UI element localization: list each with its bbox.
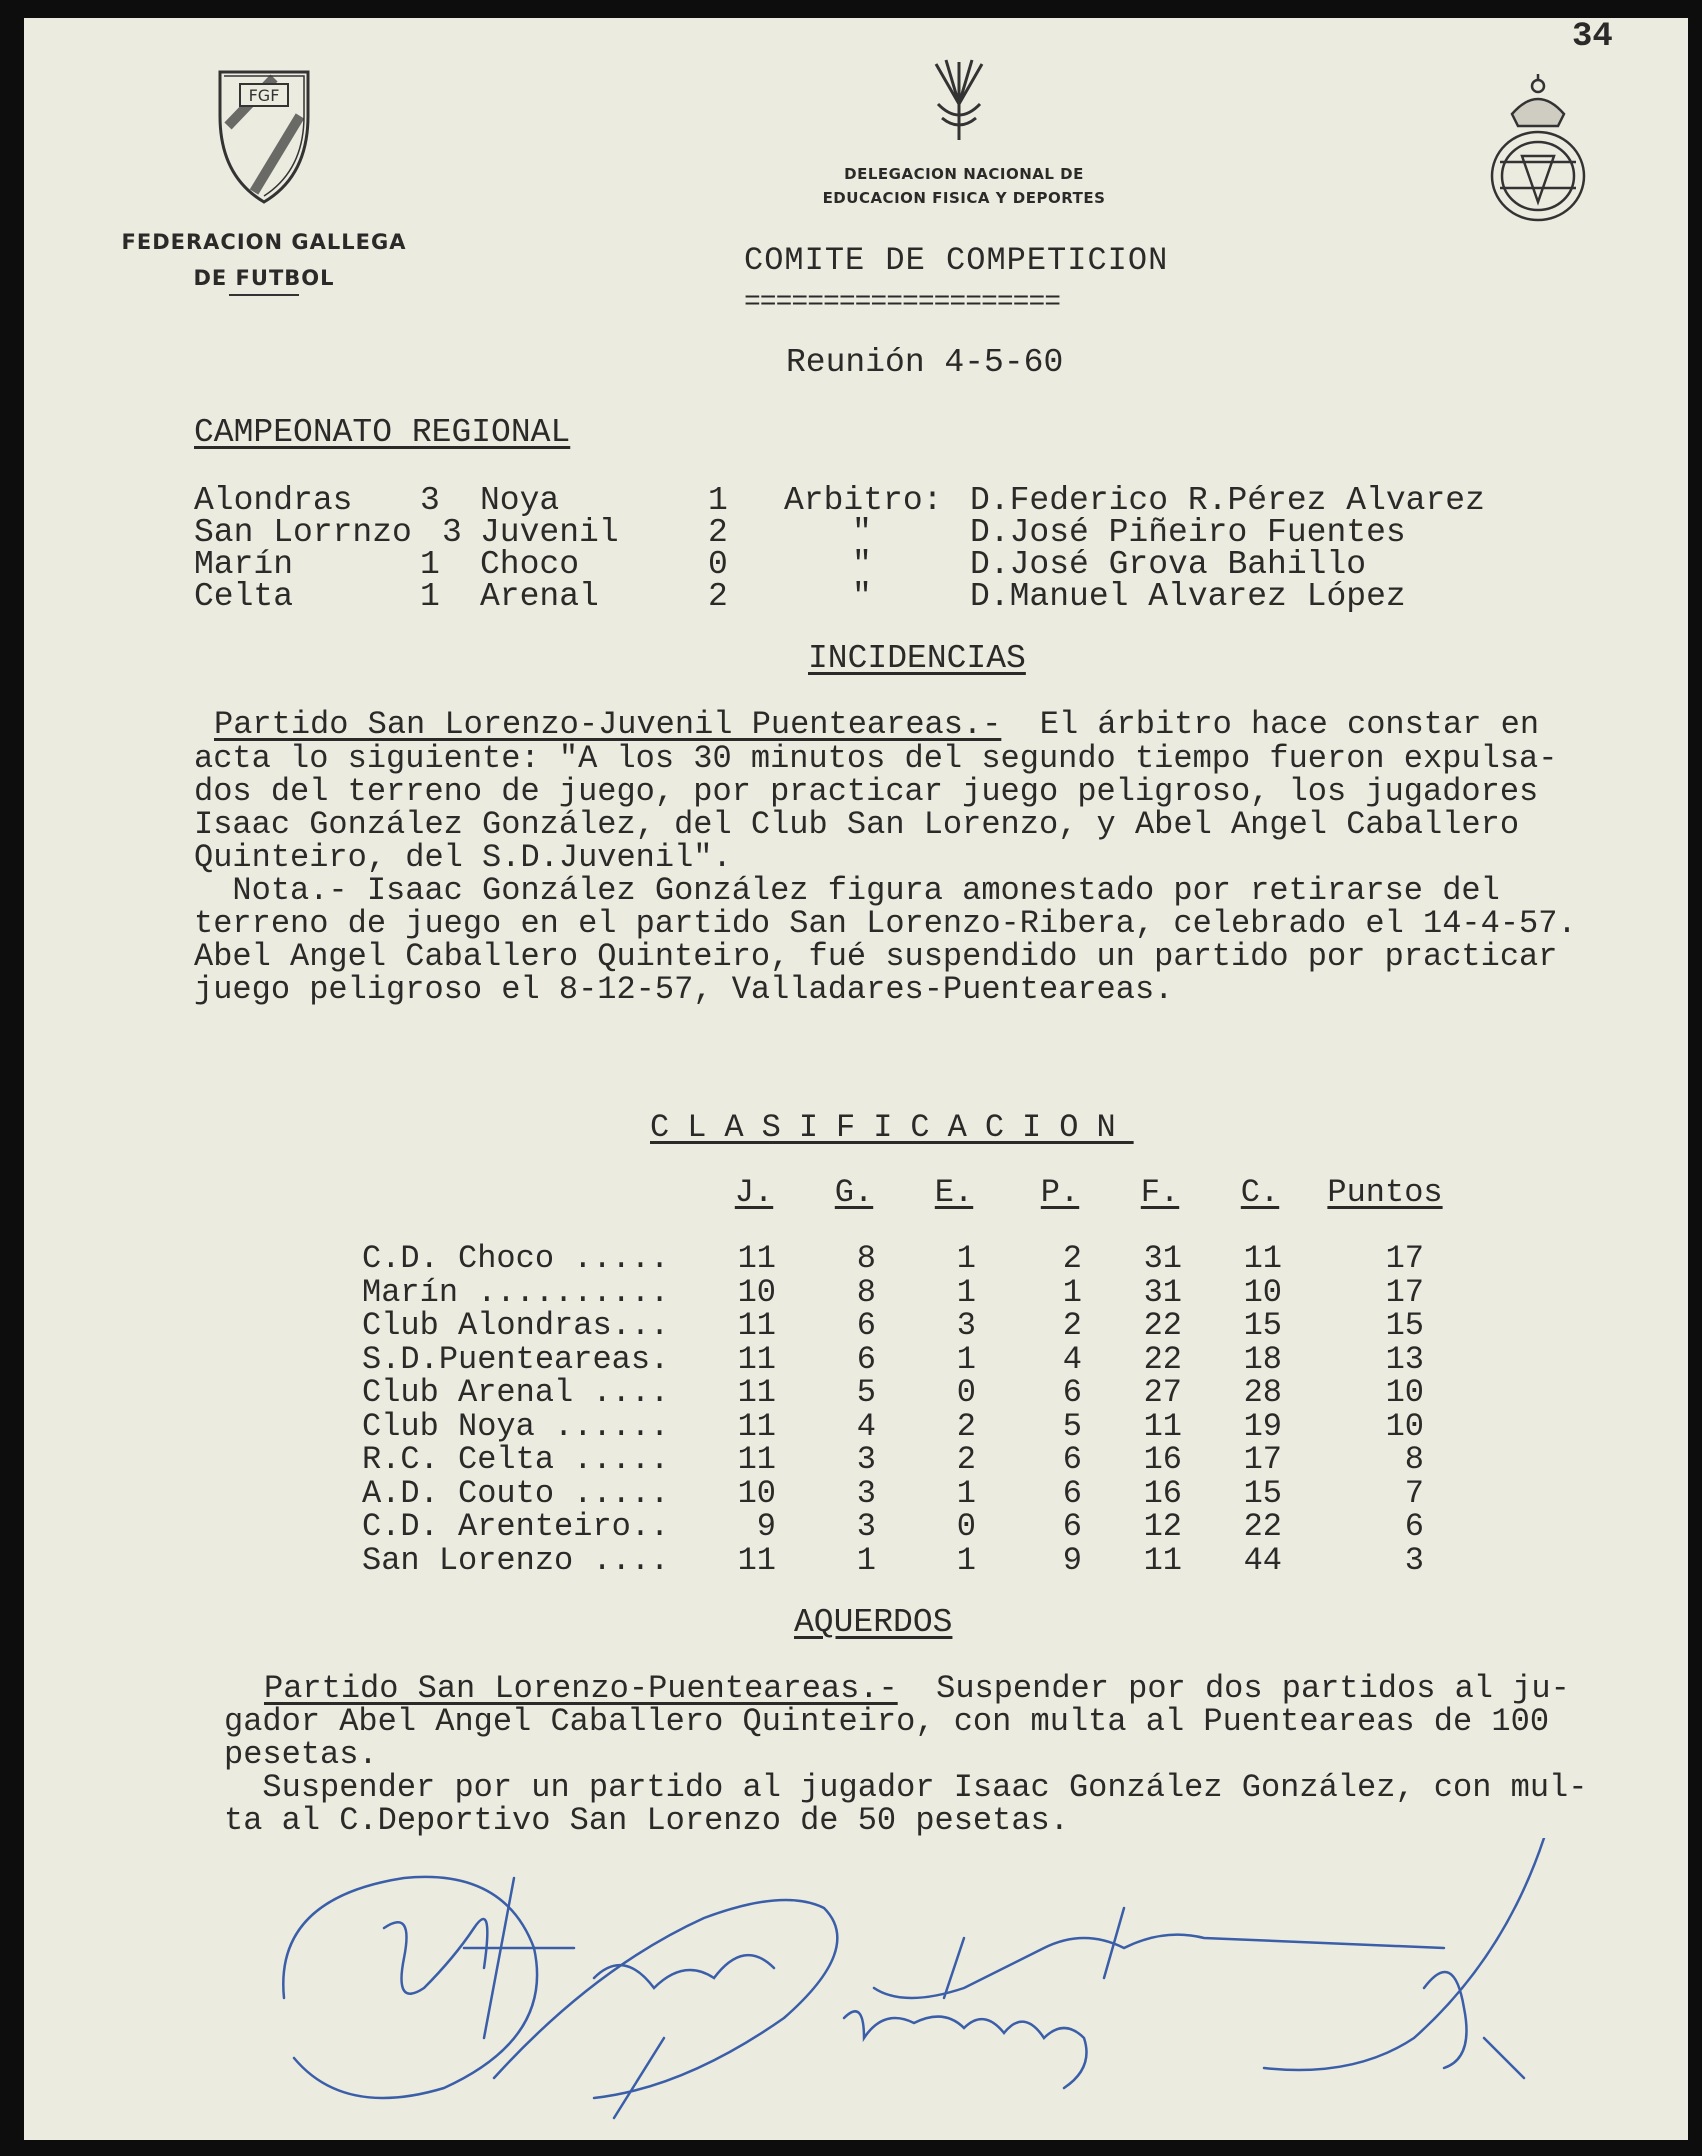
standings-team-name: C.D. Choco .....	[362, 1240, 670, 1277]
standings-cell: 1	[956, 1273, 976, 1311]
standings-cell: 31	[1143, 1273, 1182, 1311]
home-goals: 1	[420, 546, 440, 583]
standings-cell: 11	[737, 1441, 776, 1478]
standings-team-name: A.D. Couto .....	[362, 1474, 670, 1512]
incident-line: Quinteiro, del S.D.Juvenil".	[194, 839, 732, 876]
standings-cell: 1	[856, 1541, 876, 1579]
referee-name: D.José Grova Bahillo	[970, 546, 1367, 583]
standings-title: CLASIFICACION	[650, 1109, 1134, 1146]
standings-cell: 3	[1404, 1541, 1424, 1579]
standings-cell: 28	[1243, 1374, 1282, 1411]
standings-cell: 17	[1385, 1240, 1424, 1277]
standings-cell: 10	[1385, 1407, 1424, 1445]
standings-team-name: Club Noya ......	[362, 1407, 670, 1445]
federation-name-line1: FEDERACION GALLEGA	[121, 230, 407, 254]
standings-cell: 11	[1243, 1240, 1282, 1277]
standings-cell: 10	[737, 1273, 776, 1311]
away-goals: 0	[708, 546, 728, 583]
incidents-title: INCIDENCIAS	[808, 640, 1026, 677]
standings-cell: 9	[756, 1508, 776, 1545]
standings-cell: 1	[956, 1474, 976, 1512]
page-number: 34	[1572, 18, 1613, 56]
standings-cell: 15	[1243, 1307, 1282, 1344]
standings-cell: 4	[856, 1407, 876, 1445]
agreement-match-heading: Partido San Lorenzo-Puenteareas.-	[264, 1670, 898, 1707]
standings-team-name: Club Arenal ....	[362, 1374, 670, 1411]
standings-cell: 11	[737, 1307, 776, 1344]
home-goals: 3	[420, 482, 440, 519]
referee-name: D.Manuel Alvarez López	[970, 578, 1406, 615]
standings-cell: 11	[737, 1541, 776, 1579]
standings-cell: 19	[1243, 1407, 1282, 1445]
signature-4	[844, 2011, 1087, 2088]
home-team: Celta	[194, 578, 294, 615]
standings-cell: 6	[856, 1340, 876, 1378]
standings-cell: 11	[1143, 1541, 1182, 1579]
col-header-won: G.	[834, 1174, 874, 1211]
standings-cell: 15	[1243, 1474, 1282, 1512]
standings-cell: 13	[1385, 1340, 1424, 1378]
home-goals: 3	[442, 514, 462, 551]
standings-team-name: Club Alondras...	[362, 1307, 670, 1344]
delegation-name	[804, 162, 1124, 210]
signatures	[264, 1838, 1564, 2128]
standings-cell: 1	[956, 1240, 976, 1277]
col-header-lost: P.	[1040, 1174, 1080, 1211]
agreement-line: Suspender por un partido al jugador Isaac González González, con mul-	[224, 1769, 1588, 1806]
standings-cell: 6	[1062, 1474, 1082, 1512]
standings-team-name: S.D.Puenteareas.	[362, 1340, 670, 1378]
standings-cell: 9	[1062, 1541, 1082, 1579]
col-header-for: F.	[1140, 1174, 1180, 1211]
referee-name: D.Federico R.Pérez Alvarez	[970, 482, 1485, 519]
standings-cell: 2	[1062, 1240, 1082, 1277]
committee-title: COMITE DE COMPETICION	[744, 242, 1169, 279]
standings-cell: 4	[1062, 1340, 1082, 1378]
standings-team-name: San Lorenzo ....	[362, 1541, 670, 1579]
home-team: San Lorrnzo	[194, 514, 412, 551]
standings-cell: 15	[1385, 1307, 1424, 1344]
standings-cell: 8	[856, 1273, 876, 1311]
incident-line: Isaac González González, del Club San Lorenzo, y Abel Angel Caballero	[194, 806, 1520, 843]
delegation-line2: EDUCACION FISICA Y DEPORTES	[822, 189, 1106, 207]
col-header-drawn: E.	[934, 1174, 974, 1211]
standings-cell: 10	[1243, 1273, 1282, 1311]
committee-title-rule: ====================	[744, 287, 1061, 318]
standings-team-name: C.D. Arenteiro..	[362, 1508, 670, 1545]
standings-cell: 11	[1143, 1407, 1182, 1445]
away-goals: 2	[708, 514, 728, 551]
yoke-arrows-icon	[924, 54, 994, 144]
agreement-line: gador Abel Angel Caballero Quinteiro, con multa al Puenteareas de 100	[224, 1703, 1550, 1740]
federation-rule	[229, 294, 299, 296]
standings-cell: 27	[1143, 1374, 1182, 1411]
standings-cell: 3	[956, 1307, 976, 1344]
standings-cell: 22	[1143, 1307, 1182, 1344]
home-team: Alondras	[194, 482, 353, 519]
meeting-date: Reunión 4-5-60	[786, 344, 1064, 381]
incident-line: dos del terreno de juego, por practicar juego peligroso, los jugadores	[194, 773, 1539, 810]
away-team: Noya	[480, 482, 560, 519]
col-header-played: J.	[734, 1174, 774, 1211]
standings-cell: 18	[1243, 1340, 1282, 1378]
incident-heading	[214, 708, 1539, 741]
ditto-mark: "	[852, 578, 872, 615]
document-page	[24, 18, 1688, 2140]
standings-cell: 5	[856, 1374, 876, 1411]
standings-cell: 6	[1404, 1508, 1424, 1545]
standings-cell: 0	[956, 1374, 976, 1411]
incident-match-heading: Partido San Lorenzo-Juvenil Puenteareas.-	[214, 706, 1002, 743]
standings-cell: 2	[956, 1441, 976, 1478]
note-line: Abel Angel Caballero Quinteiro, fué suspendido un partido por practicar	[194, 938, 1558, 975]
agreement-line: Suspender por dos partidos al ju-	[936, 1670, 1570, 1707]
standings-cell: 6	[1062, 1441, 1082, 1478]
standings-cell: 1	[956, 1340, 976, 1378]
standings-cell: 7	[1404, 1474, 1424, 1512]
standings-cell: 22	[1243, 1508, 1282, 1545]
standings-cell: 2	[956, 1407, 976, 1445]
standings-cell: 8	[1404, 1441, 1424, 1478]
agreement-heading	[264, 1672, 1570, 1705]
col-header-points: Puntos	[1327, 1174, 1443, 1211]
note-line: juego peligroso el 8-12-57, Valladares-Puenteareas.	[194, 971, 1174, 1008]
standings-cell: 16	[1143, 1474, 1182, 1512]
standings-cell: 6	[1062, 1374, 1082, 1411]
standings-cell: 1	[956, 1541, 976, 1579]
standings-team-name: R.C. Celta .....	[362, 1441, 670, 1478]
standings-cell: 5	[1062, 1407, 1082, 1445]
signature-5	[1264, 1838, 1544, 2078]
standings-cell: 17	[1243, 1441, 1282, 1478]
standings-cell: 31	[1143, 1240, 1182, 1277]
standings-cell: 8	[856, 1240, 876, 1277]
agreement-line: pesetas.	[224, 1736, 378, 1773]
away-team: Arenal	[480, 578, 599, 615]
emblem-lettering: FGF	[248, 86, 280, 105]
away-goals: 1	[708, 482, 728, 519]
standings-cell: 22	[1143, 1340, 1182, 1378]
standings-cell: 44	[1243, 1541, 1282, 1579]
standings-cell: 11	[737, 1407, 776, 1445]
referee-label: Arbitro:	[784, 482, 943, 519]
away-team: Juvenil	[480, 514, 619, 551]
col-header-against: C.	[1240, 1174, 1280, 1211]
standings-cell: 11	[737, 1340, 776, 1378]
agreements-title: AQUERDOS	[794, 1604, 953, 1641]
federation-name	[114, 224, 414, 296]
note-line: terreno de juego en el partido San Lorenzo-Ribera, celebrado el 14-4-57.	[194, 905, 1577, 942]
referee-name: D.José Piñeiro Fuentes	[970, 514, 1406, 551]
standings-cell: 11	[737, 1374, 776, 1411]
incident-line: acta lo siguiente: "A los 30 minutos del segundo tiempo fueron expulsa-	[194, 740, 1558, 777]
standings-team-name: Marín ..........	[362, 1273, 670, 1311]
standings-cell: 6	[856, 1307, 876, 1344]
standings-cell: 2	[1062, 1307, 1082, 1344]
standings-cell: 3	[856, 1474, 876, 1512]
standings-cell: 17	[1385, 1273, 1424, 1311]
federation-shield-icon	[214, 66, 314, 206]
crown-crest-icon	[1478, 64, 1598, 234]
ditto-mark: "	[852, 546, 872, 583]
signature-3	[874, 1908, 1444, 1998]
standings-cell: 12	[1143, 1508, 1182, 1545]
standings-cell: 16	[1143, 1441, 1182, 1478]
ditto-mark: "	[852, 514, 872, 551]
standings-cell: 1	[1062, 1273, 1082, 1311]
away-team: Choco	[480, 546, 580, 583]
delegation-line1: DELEGACION NACIONAL DE	[844, 165, 1084, 183]
standings-cell: 11	[737, 1240, 776, 1277]
signature-2	[494, 1900, 837, 2118]
results-section-title: CAMPEONATO REGIONAL	[194, 414, 571, 451]
away-goals: 2	[708, 578, 728, 615]
home-team: Marín	[194, 546, 294, 583]
incident-line: El árbitro hace constar en	[1039, 706, 1540, 743]
home-goals: 1	[420, 578, 440, 615]
standings-cell: 10	[737, 1474, 776, 1512]
signature-1	[283, 1877, 537, 2098]
standings-cell: 10	[1385, 1374, 1424, 1411]
agreement-line: ta al C.Deportivo San Lorenzo de 50 pesetas.	[224, 1802, 1069, 1839]
standings-cell: 6	[1062, 1508, 1082, 1545]
note-line: Nota.- Isaac González González figura amonestado por retirarse del	[194, 872, 1500, 909]
standings-cell: 3	[856, 1441, 876, 1478]
standings-cell: 3	[856, 1508, 876, 1545]
federation-name-line2: DE FUTBOL	[193, 266, 335, 290]
standings-cell: 0	[956, 1508, 976, 1545]
